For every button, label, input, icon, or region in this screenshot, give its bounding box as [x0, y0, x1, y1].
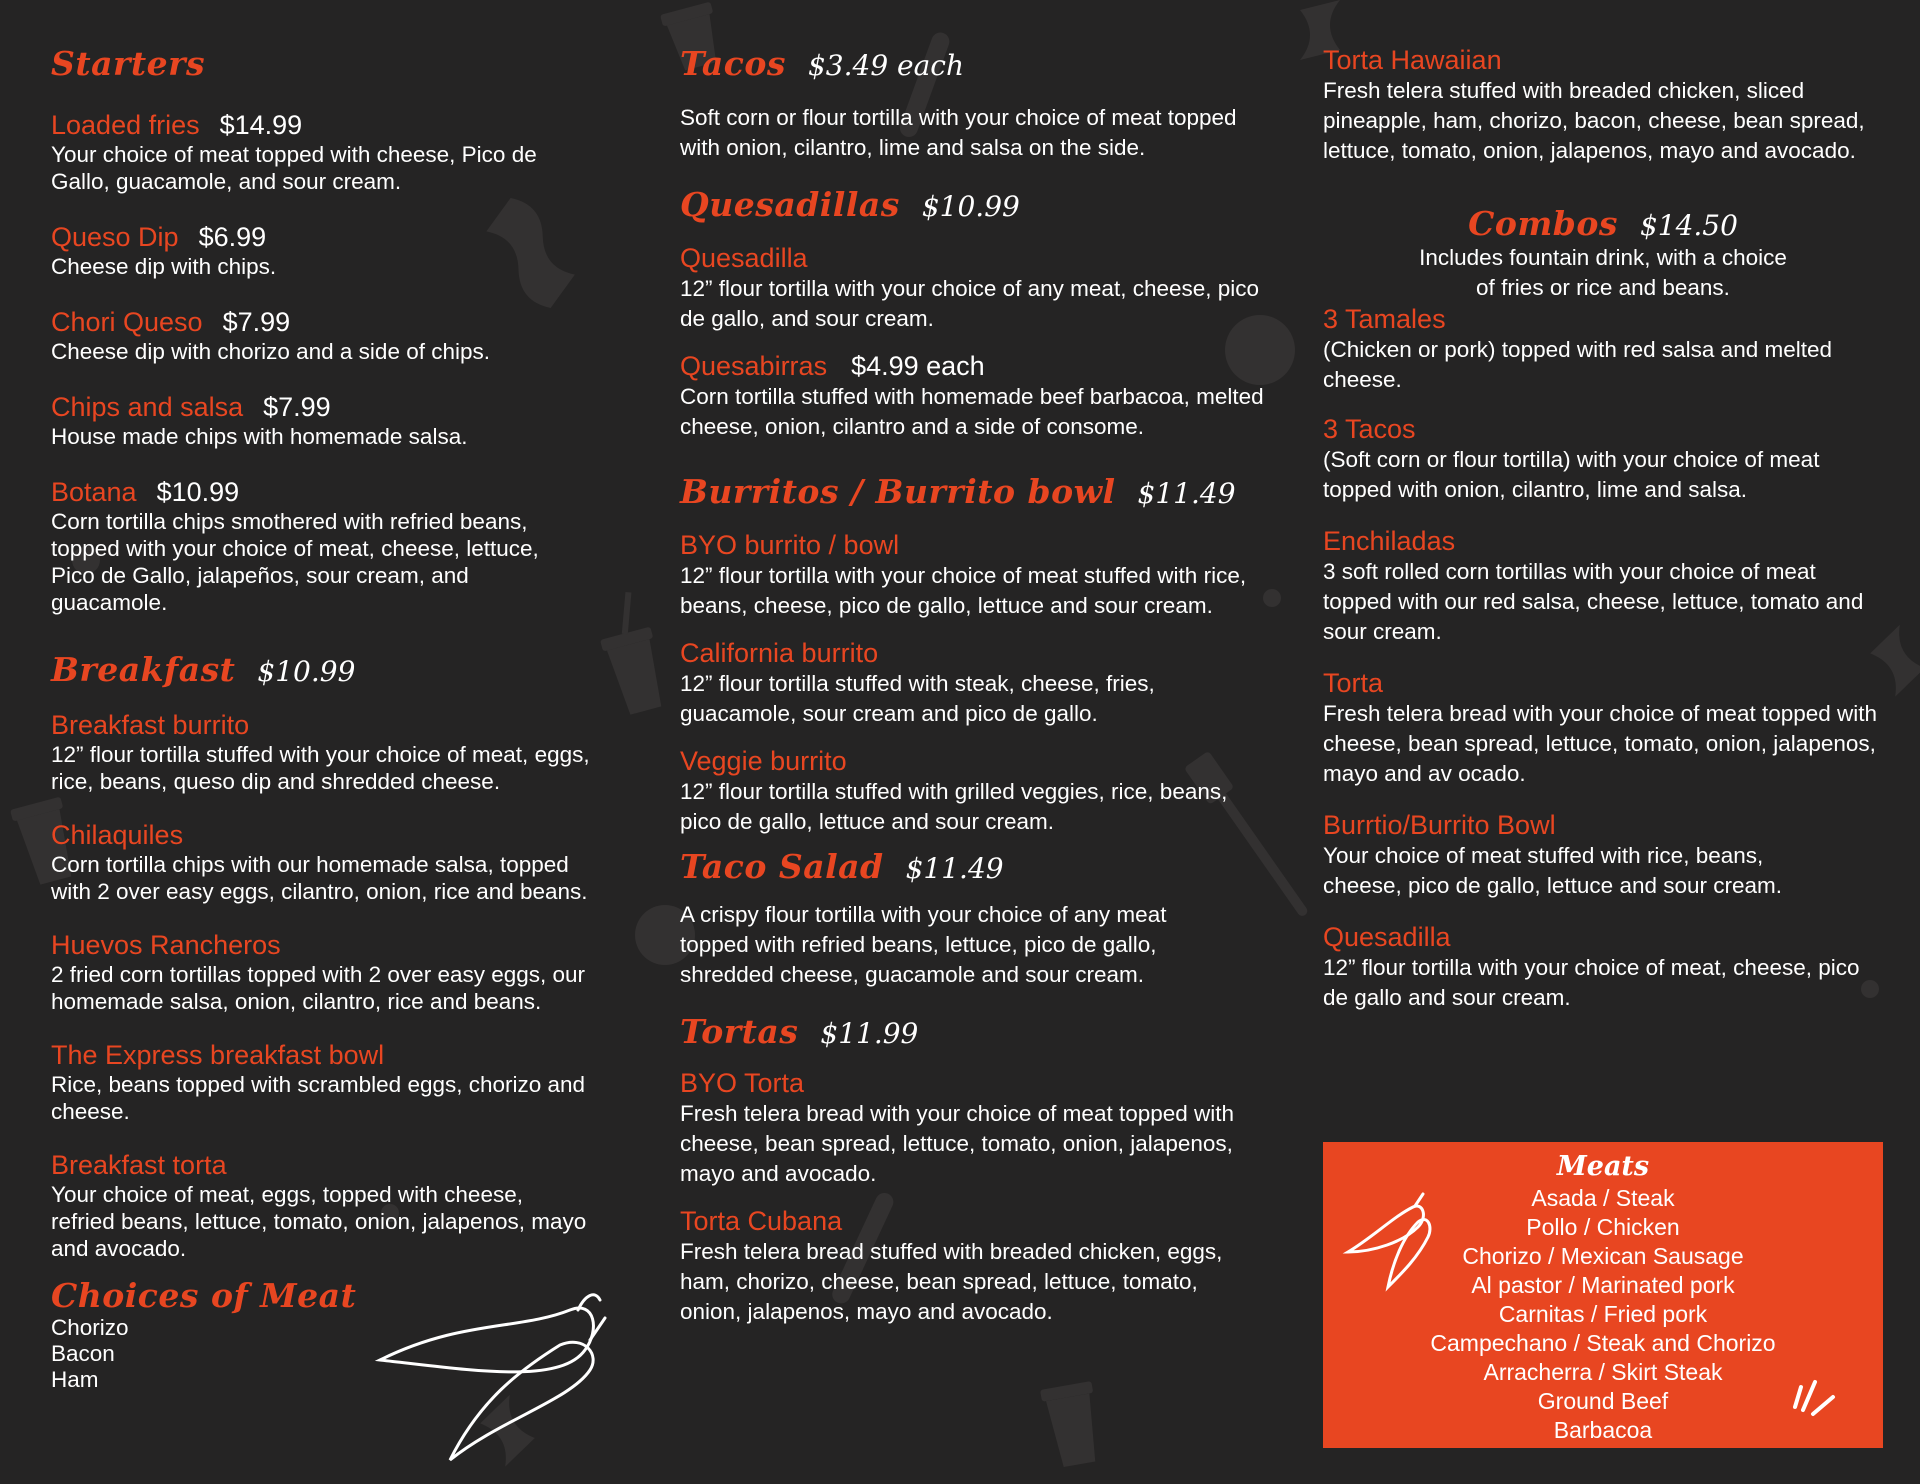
section-title: Combos [1468, 204, 1618, 243]
item-description: Corn tortilla stuffed with homemade beef barbacoa, melted cheese, onion, cilantro and a side of consome. [680, 384, 1264, 439]
menu-column-2 [680, 44, 1280, 1327]
item-description: Fresh telera bread with your choice of meat topped with cheese, bean spread, lettuce, tomato, onion, jalapenos, mayo and av ocado. [1323, 701, 1878, 786]
section-price: $11.49 [1137, 477, 1236, 510]
list-item: Bacon [51, 1341, 115, 1366]
item-description: Cheese dip with chips. [51, 254, 277, 279]
item-name: Quesadilla [680, 243, 808, 273]
menu-item [51, 109, 611, 195]
menu-item [1323, 667, 1883, 789]
menu-item [680, 1067, 1280, 1189]
menu-item [680, 529, 1280, 621]
item-description: 12” flour tortilla with your choice of meat stuffed with rice, beans, cheese, pico de gallo, lettuce and sour cream. [680, 563, 1247, 618]
menu-item [680, 242, 1280, 334]
item-description: 12” flour tortilla with your choice of any meat, cheese, pico de gallo, and sour cream. [680, 276, 1260, 331]
section-price: $10.99 [921, 190, 1020, 223]
section-price: $11.49 [905, 852, 1004, 885]
item-name: Breakfast burrito [51, 710, 250, 740]
section-title: Choices of Meat [51, 1276, 357, 1315]
item-name: Breakfast torta [51, 1150, 227, 1180]
menu-column-1 [51, 44, 611, 1393]
menu-item [1323, 413, 1883, 505]
item-description: 12” flour tortilla with your choice of meat, cheese, pico de gallo and sour cream. [1323, 955, 1860, 1010]
menu-item [51, 1039, 611, 1125]
section-header-combos [1323, 204, 1883, 243]
list-item: Arracherra / Skirt Steak [1483, 1359, 1723, 1385]
soda-cup-icon [1040, 1381, 1105, 1469]
item-price: $4.99 each [851, 351, 985, 381]
item-description: 3 soft rolled corn tortillas with your choice of meat topped with our red salsa, cheese, lettuce, tomato and sour cream. [1323, 559, 1864, 644]
item-name: Quesadilla [1323, 922, 1451, 952]
item-name: Botana [51, 477, 137, 507]
section-description: A crispy flour tortilla with your choice of any meat topped with refried beans, lettuce, pico de gallo, shredded cheese, guacamole and sour cream. [680, 902, 1167, 987]
section-header-taco-salad [680, 847, 1280, 886]
section-price: $14.50 [1639, 209, 1738, 242]
item-description: House made chips with homemade salsa. [51, 424, 468, 449]
item-name: Enchiladas [1323, 526, 1456, 556]
item-name: 3 Tamales [1323, 304, 1446, 334]
choices-of-meat-list [51, 1315, 611, 1393]
section-price: $10.99 [257, 655, 356, 688]
item-description: 12” flour tortilla stuffed with steak, cheese, fries, guacamole, sour cream and pico de gallo. [680, 671, 1155, 726]
item-description: 12” flour tortilla stuffed with grilled veggies, rice, beans, pico de gallo, lettuce and sour cream. [680, 779, 1228, 834]
section-header-tortas [680, 1012, 1280, 1051]
menu-item [51, 476, 611, 616]
list-item: Carnitas / Fried pork [1498, 1301, 1708, 1327]
item-name: Burrtio/Burrito Bowl [1323, 810, 1556, 840]
section-title: Breakfast [51, 650, 236, 689]
combos-desc-line: Includes fountain drink, with a choice [1419, 245, 1787, 270]
section-price: $3.49 each [807, 49, 965, 82]
menu-item [51, 221, 611, 280]
meats-panel [1323, 1142, 1883, 1448]
list-item: Pollo / Chicken [1526, 1214, 1680, 1240]
section-header-starters [51, 44, 611, 83]
section-header-tacos [680, 44, 1280, 83]
item-price: $10.99 [156, 477, 240, 507]
section-price: $11.99 [820, 1017, 919, 1050]
item-description: Fresh telera bread stuffed with breaded chicken, eggs, ham, chorizo, cheese, bean spread, lettuce, tomato, onion, jalapenos, mayo and avocado. [680, 1239, 1223, 1324]
list-item: Ham [51, 1367, 99, 1392]
item-description: 12” flour tortilla stuffed with your choice of meat, eggs, rice, beans, queso dip and shredded cheese. [51, 742, 590, 794]
item-name: Torta Hawaiian [1323, 45, 1502, 75]
menu-item [1323, 303, 1883, 395]
section-title: Tortas [680, 1012, 799, 1051]
section-header-burritos [680, 472, 1280, 511]
item-name: Quesabirras [680, 351, 828, 381]
item-description: 2 fried corn tortillas topped with 2 over easy eggs, our homemade salsa, onion, cilantro, rice and beans. [51, 962, 586, 1014]
section-description: Soft corn or flour tortilla with your choice of meat topped with onion, cilantro, lime and salsa on the side. [680, 105, 1237, 160]
menu-item [51, 709, 611, 795]
item-name: BYO burrito / bowl [680, 530, 900, 560]
meats-title: Meats [1556, 1151, 1650, 1182]
list-item: Asada / Steak [1531, 1185, 1675, 1211]
item-description: Your choice of meat topped with cheese, Pico de Gallo, guacamole, and sour cream. [51, 142, 537, 194]
item-description: (Soft corn or flour tortilla) with your choice of meat topped with onion, cilantro, lime and salsa. [1323, 447, 1820, 502]
section-title: Quesadillas [680, 185, 900, 224]
item-name: Chips and salsa [51, 392, 244, 422]
menu-item [1323, 809, 1883, 901]
item-price: $6.99 [198, 222, 267, 252]
menu-item [680, 350, 1280, 442]
item-price: $7.99 [222, 307, 291, 337]
item-name: Chori Queso [51, 307, 203, 337]
combos-desc-line: of fries or rice and beans. [1476, 275, 1730, 300]
menu-column-3 [1323, 44, 1883, 1013]
item-name: 3 Tacos [1323, 414, 1416, 444]
item-name: Torta Cubana [680, 1206, 843, 1236]
section-header-breakfast [51, 650, 611, 689]
menu-item [1323, 921, 1883, 1013]
item-name: Chilaquiles [51, 820, 184, 850]
list-item: Barbacoa [1553, 1417, 1653, 1443]
section-title: Burritos / Burrito bowl [680, 472, 1116, 511]
list-item: Chorizo / Mexican Sausage [1462, 1243, 1744, 1269]
item-description: Corn tortilla chips with our homemade salsa, topped with 2 over easy eggs, cilantro, onion, rice and beans. [51, 852, 588, 904]
meats-list [1323, 1184, 1883, 1445]
list-item: Al pastor / Marinated pork [1471, 1272, 1735, 1298]
menu-item [680, 637, 1280, 729]
item-name: Queso Dip [51, 222, 179, 252]
menu-item [51, 391, 611, 450]
list-item: Chorizo [51, 1315, 129, 1340]
item-description: Fresh telera bread with your choice of meat topped with cheese, bean spread, lettuce, tomato, onion, jalapenos, mayo and avocado. [680, 1101, 1235, 1186]
list-item: Campechano / Steak and Chorizo [1430, 1330, 1776, 1356]
section-title: Taco Salad [680, 847, 884, 886]
list-item: Ground Beef [1537, 1388, 1669, 1414]
menu-item [51, 929, 611, 1015]
item-price: $7.99 [263, 392, 331, 422]
item-description: Fresh telera stuffed with breaded chicken, sliced pineapple, ham, chorizo, bacon, cheese, bean spread, lettuce, tomato, onion, jalapenos, mayo and avocado. [1323, 78, 1865, 163]
item-description: Your choice of meat, eggs, topped with cheese, refried beans, lettuce, tomato, onion, jalapenos, mayo and avocado. [51, 1182, 587, 1261]
menu-item [680, 745, 1280, 837]
item-description: (Chicken or pork) topped with red salsa and melted cheese. [1323, 337, 1833, 392]
section-header-choices-of-meat [51, 1276, 611, 1315]
item-name: California burrito [680, 638, 879, 668]
menu-item [1323, 44, 1883, 166]
item-name: BYO Torta [680, 1068, 805, 1098]
section-title: Tacos [680, 44, 786, 83]
item-name: Huevos Rancheros [51, 930, 281, 960]
item-name: Torta [1323, 668, 1384, 698]
item-description: Cheese dip with chorizo and a side of chips. [51, 339, 491, 364]
item-description: Corn tortilla chips smothered with refried beans, topped with your choice of meat, cheese, lettuce, Pico de Gallo, jalapeños, sour cream, and guacamole. [51, 509, 539, 615]
section-title: Starters [51, 44, 206, 83]
section-header-quesadillas [680, 185, 1280, 224]
menu-item [680, 1205, 1280, 1327]
item-price: $14.99 [219, 110, 303, 140]
item-name: The Express breakfast bowl [51, 1040, 385, 1070]
menu-item [51, 819, 611, 905]
menu-item [1323, 525, 1883, 647]
item-description: Your choice of meat stuffed with rice, beans, cheese, pico de gallo, lettuce and sour cream. [1323, 843, 1783, 898]
menu-item [51, 1149, 611, 1262]
menu-item [51, 306, 611, 365]
item-name: Loaded fries [51, 110, 200, 140]
item-description: Rice, beans topped with scrambled eggs, chorizo and cheese. [51, 1072, 586, 1124]
item-name: Veggie burrito [680, 746, 847, 776]
section-description [1323, 243, 1883, 303]
